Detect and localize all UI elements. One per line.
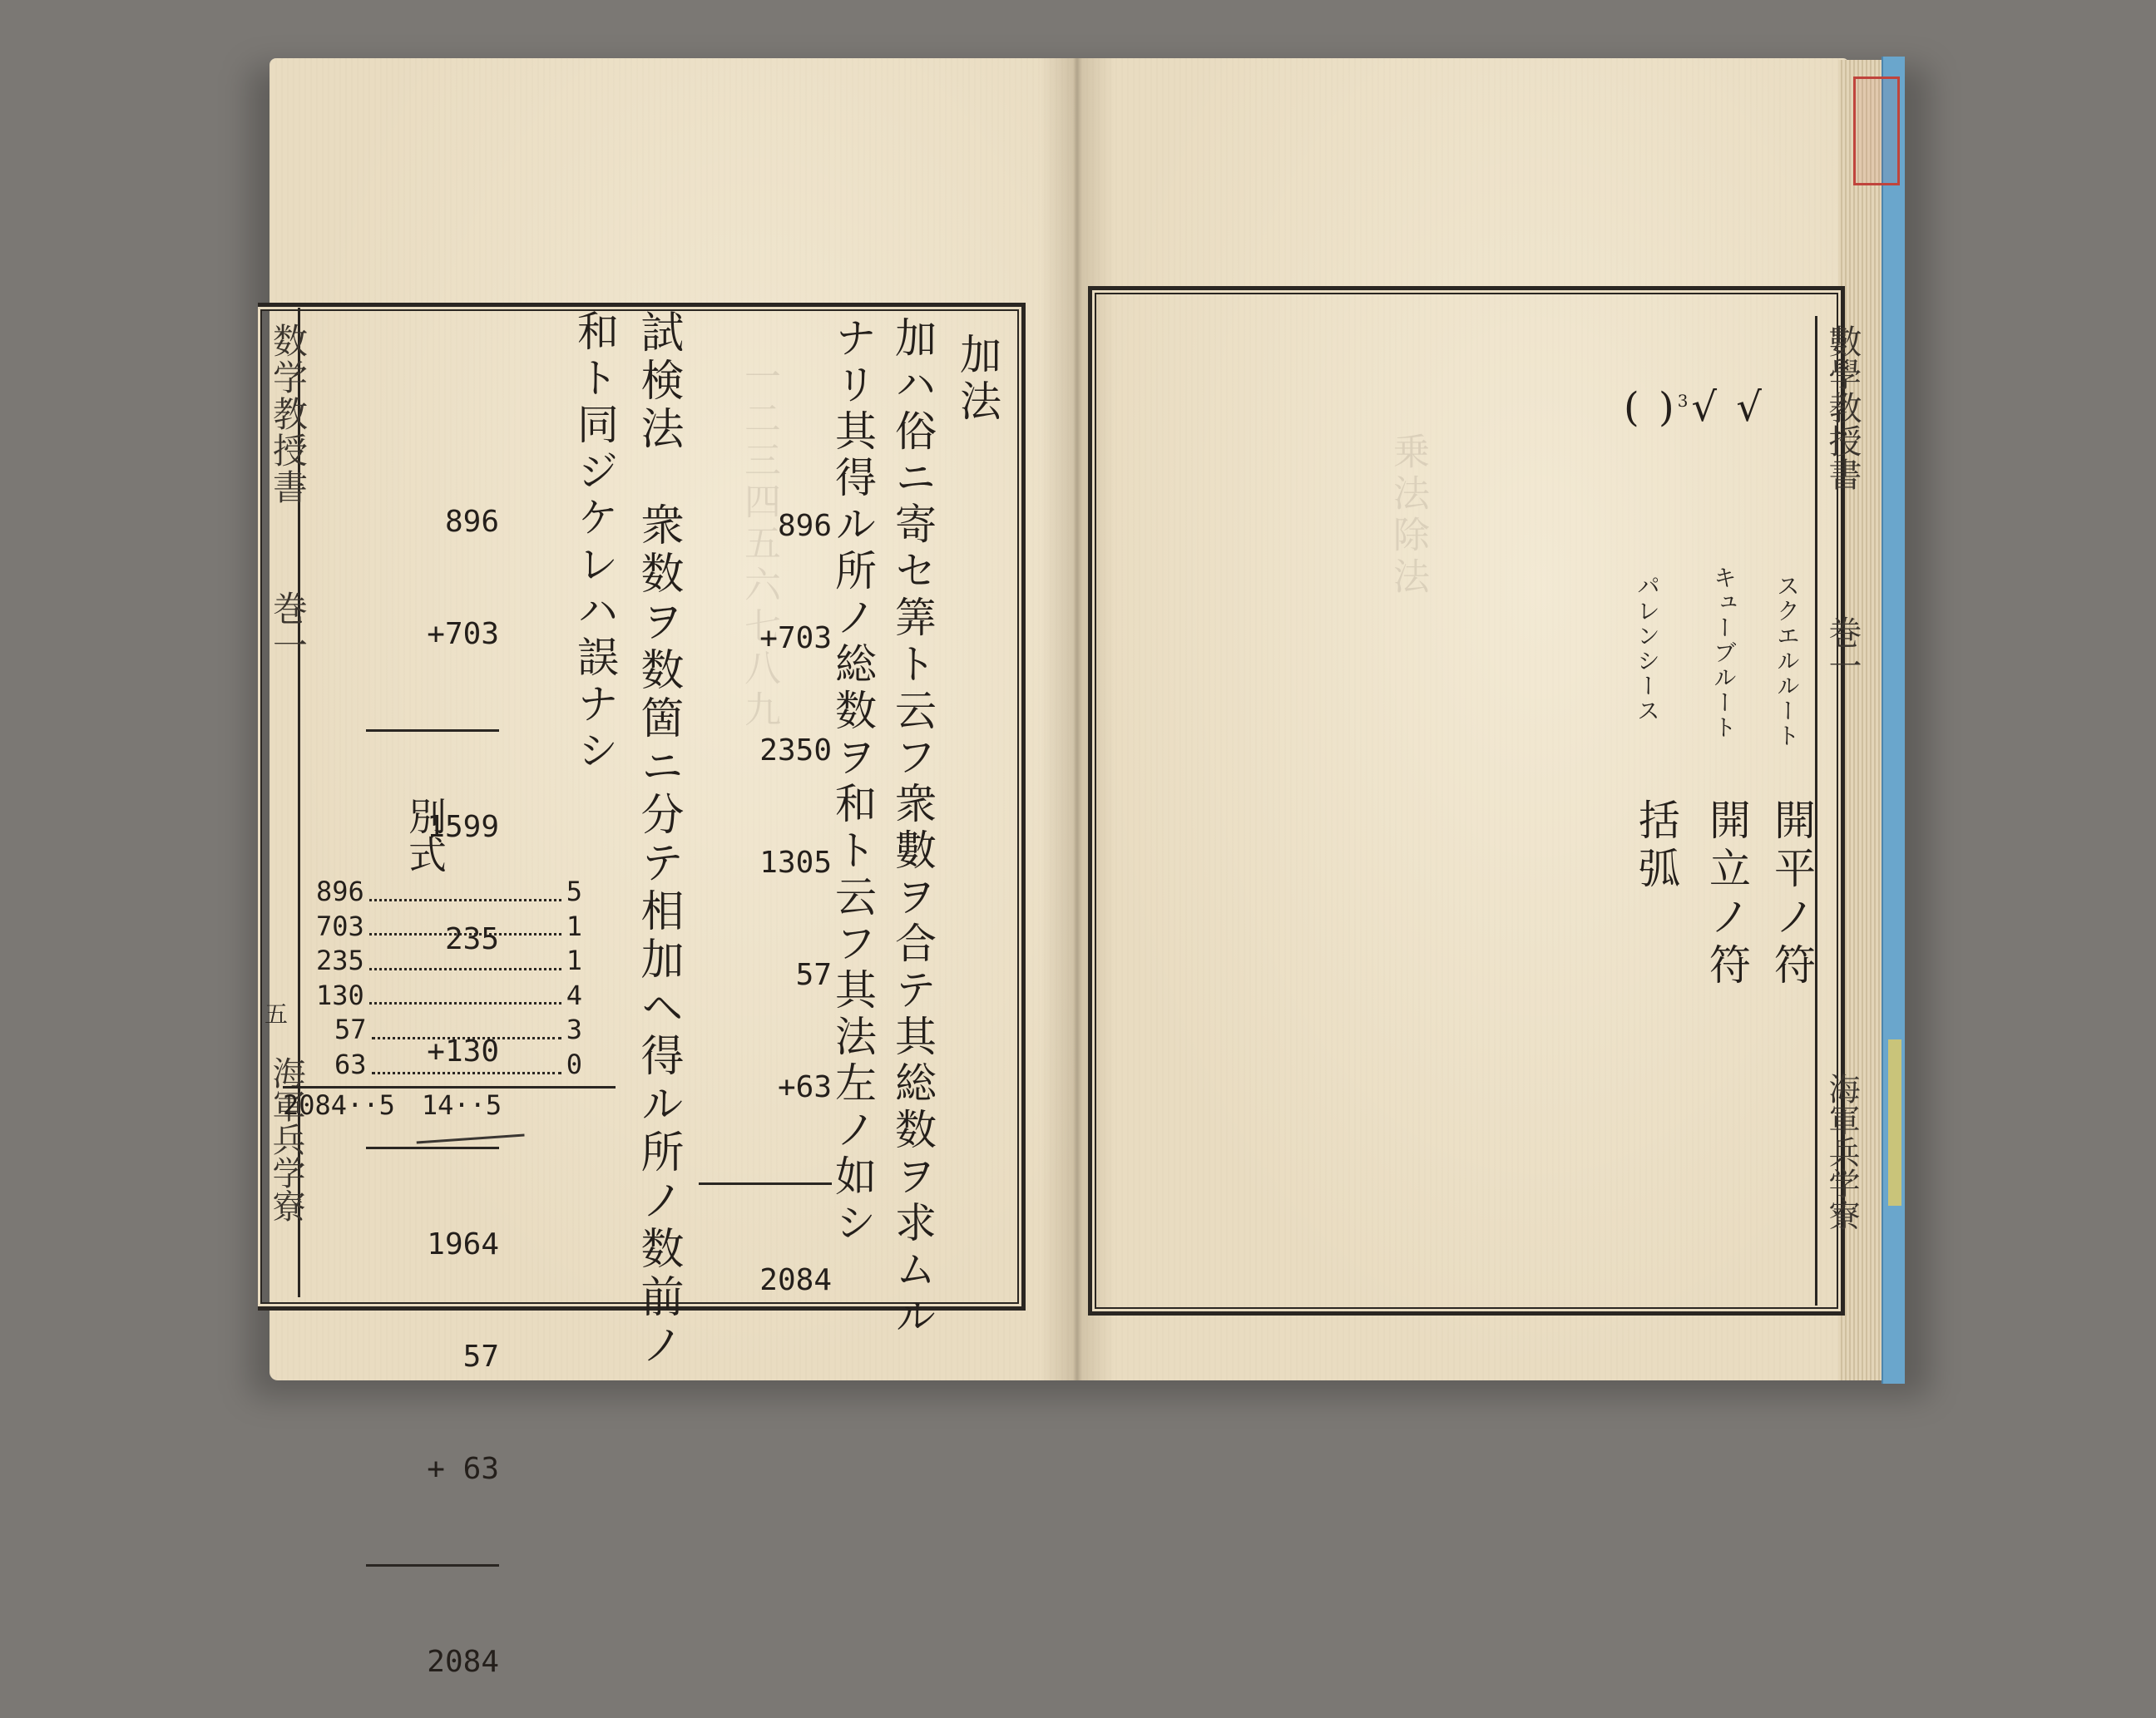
show-through-text: 一二三四五六七八九 (738, 358, 780, 732)
page-number: 五 (265, 1000, 289, 1028)
alt-row (316, 875, 582, 910)
parens-symbol: ( ) (1624, 384, 1678, 431)
check-row: 1964 (427, 1227, 499, 1261)
term-cube-root-sign: 開立ノ符 (1703, 798, 1751, 991)
check-row: 896 (444, 505, 499, 539)
check-row: 1599 (427, 810, 499, 844)
alt-digit-sum: 1 (566, 945, 582, 977)
left-margin-column (260, 308, 309, 1297)
publisher-right: 海軍兵学寮 (1823, 1073, 1860, 1231)
alt-digit-sum: 0 (566, 1048, 582, 1080)
alt-digit-sum: 3 (566, 1014, 582, 1046)
check-row: 57 (462, 1340, 499, 1374)
text-column-2: ナリ其得ル所ノ総数ヲ和ト云フ其法左ノ如シ (828, 316, 877, 1247)
text-column-1: 加ハ俗ニ寄セ筭ト云フ衆數ヲ合テ其総数ヲ求ムル (888, 316, 937, 1340)
sum-row: +63 (777, 1070, 832, 1104)
leader-dots (369, 944, 561, 970)
alt-value: 896 (316, 876, 364, 907)
example-sum (699, 432, 832, 1336)
red-seal-stamp (1853, 77, 1900, 185)
sum-row: 57 (795, 958, 832, 992)
math-symbols (1624, 384, 1765, 431)
sqrt-symbol: √ (1736, 384, 1765, 431)
term-parenthesis: 括弧 (1632, 798, 1680, 895)
reading-parenthesis: パレンシース (1634, 574, 1661, 723)
section-title: 加法 (953, 333, 1001, 426)
alt-method-table (283, 875, 582, 1123)
check-row: +130 (427, 1034, 499, 1069)
leader-dots (372, 1013, 561, 1039)
alt-value: 130 (316, 979, 364, 1011)
term-square-root-sign: 開平ノ符 (1768, 798, 1816, 991)
cover-label (1888, 1039, 1901, 1206)
alt-row (316, 1013, 582, 1048)
leader-dots (369, 910, 561, 936)
alt-digit-sum: 1 (566, 910, 582, 942)
leader-dots (372, 1048, 561, 1074)
right-margin-column (1815, 316, 1862, 1306)
alt-row (316, 910, 582, 945)
alt-row (316, 1048, 582, 1083)
check-row: 235 (444, 922, 499, 956)
check-rule (366, 1147, 499, 1149)
alt-value: 63 (334, 1048, 367, 1080)
text-column-4: 和ト同ジケレハ誤ナシ (571, 309, 619, 775)
book-title-left: 数学教授書 (268, 323, 309, 506)
alt-value: 235 (316, 945, 364, 977)
leader-dots (369, 979, 561, 1005)
volume-label-left: 巻一 (268, 590, 309, 664)
alt-row (316, 979, 582, 1014)
check-rule (366, 1564, 499, 1567)
sum-row: 1305 (759, 846, 832, 880)
alt-value: 703 (316, 910, 364, 942)
cuberoot-index: 3 (1677, 391, 1692, 411)
alt-total-line: 2084··5 14··5 (283, 1089, 502, 1121)
volume-label-right: 巻一 (1823, 615, 1862, 682)
sum-total: 2084 (759, 1263, 832, 1297)
text-column-3: 試検法 衆数ヲ数箇ニ分テ相加ヘ得ル所ノ数前ノ (633, 309, 683, 1370)
alt-method-title: 別式 (403, 797, 448, 873)
sum-row: 2350 (759, 733, 832, 768)
check-total: 2084 (427, 1645, 499, 1679)
show-through-text-right: 乗法除法 (1387, 432, 1429, 599)
alt-digit-sum: 5 (566, 876, 582, 907)
alt-value: 57 (334, 1014, 367, 1046)
alt-row (316, 944, 582, 979)
alt-digit-sum: 4 (566, 979, 582, 1011)
cuberoot-symbol: √ (1691, 384, 1721, 431)
reading-cube-root: キューブルート (1710, 565, 1738, 740)
sum-row: 896 (777, 509, 832, 543)
book-title-right: 數學教授書 (1823, 324, 1862, 491)
check-row: +703 (427, 617, 499, 651)
check-row: + 63 (427, 1452, 499, 1486)
sum-row: +703 (759, 621, 832, 655)
reading-square-root: スクエルルート (1773, 574, 1801, 748)
sum-rule (699, 1182, 832, 1185)
publisher-left: 海軍兵学寮 (267, 1056, 305, 1222)
check-rule (366, 729, 499, 732)
leader-dots (369, 875, 561, 901)
